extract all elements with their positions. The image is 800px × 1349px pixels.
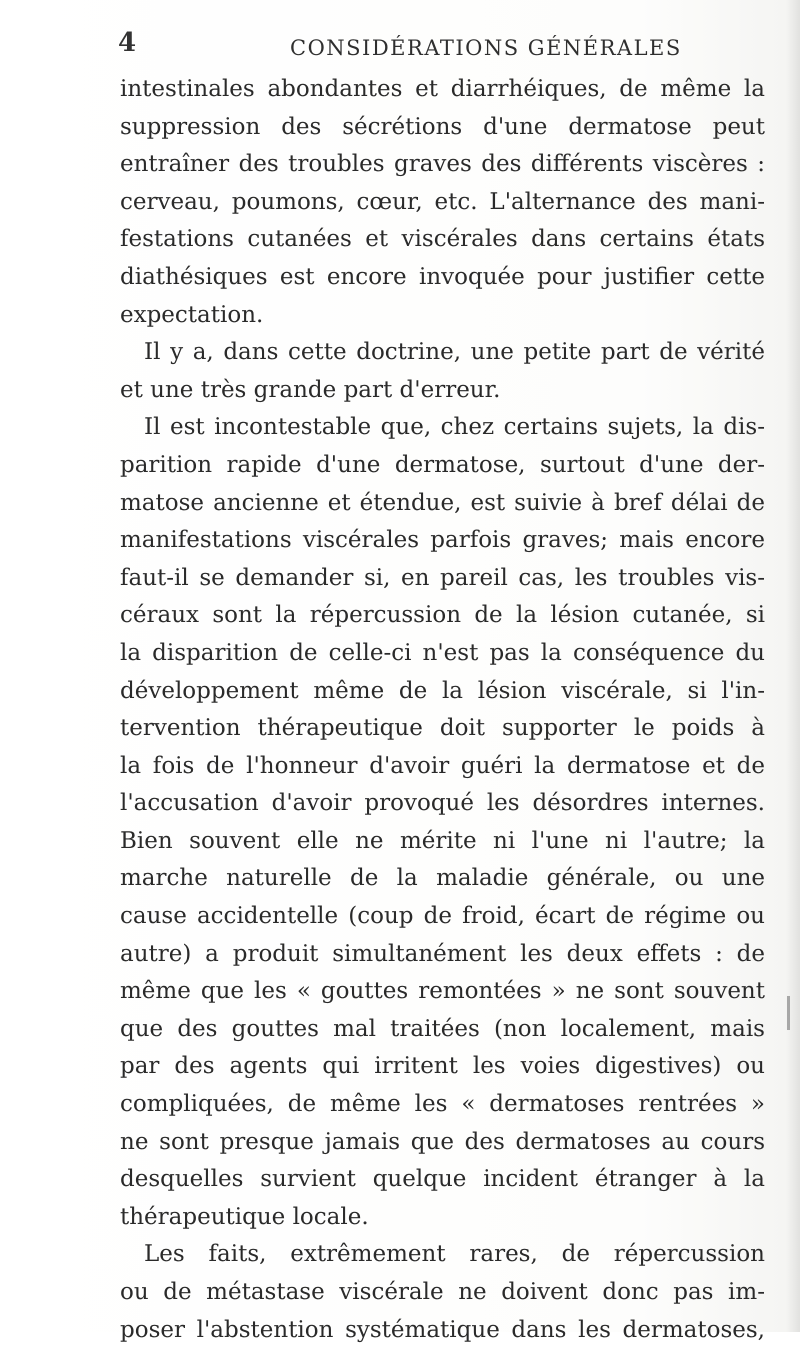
text-line: ne sont presque jamais que des dermatoses au cours — [120, 1128, 765, 1155]
page-header — [110, 28, 770, 68]
text-line: matose ancienne et étendue, est suivie à bref délai de — [120, 489, 765, 516]
text-line: suppression des sécrétions d'une dermatose peut — [120, 113, 765, 140]
text-line: Il est incontestable que, chez certains sujets, la dis- — [144, 414, 765, 441]
margin-mark — [787, 996, 790, 1030]
text-line: diathésiques est encore invoquée pour justifier cette — [120, 263, 765, 290]
text-line: thérapeutique locale. — [120, 1203, 369, 1230]
text-line: manifestations viscérales parfois graves; mais encore — [120, 527, 765, 554]
text-line: développement même de la lésion viscérale, si l'in- — [120, 677, 765, 704]
text-line: cerveau, poumons, cœur, etc. L'alternance des mani- — [120, 188, 765, 215]
text-line: l'accusation d'avoir provoqué les désordres internes. — [120, 790, 765, 817]
running-head: CONSIDÉRATIONS GÉNÉRALES — [290, 36, 682, 60]
text-line: compliquées, de même les « dermatoses rentrées » — [120, 1091, 765, 1118]
text-line: poser l'abstention systématique dans les dermatoses, — [120, 1316, 765, 1343]
text-line: même que les « gouttes remontées » ne sont souvent — [120, 978, 765, 1005]
text-line: festations cutanées et viscérales dans certains états — [120, 226, 765, 253]
text-line: autre) a produit simultanément les deux effets : de — [120, 940, 765, 967]
text-line: tervention thérapeutique doit supporter le poids à — [120, 715, 765, 742]
text-line: expectation. — [120, 301, 264, 328]
text-line: marche naturelle de la maladie générale, ou une — [120, 865, 765, 892]
text-line: intestinales abondantes et diarrhéiques, de même la — [120, 76, 765, 102]
text-line: céraux sont la répercussion de la lésion cutanée, si — [120, 602, 765, 629]
text-line: faut-il se demander si, en pareil cas, les troubles vis- — [120, 564, 765, 591]
body-text — [120, 71, 765, 1349]
page-edge-shadow — [786, 0, 800, 1332]
text-line: desquelles survient quelque incident étranger à la — [120, 1166, 765, 1193]
text-line: Bien souvent elle ne mérite ni l'une ni l'autre; la — [120, 827, 765, 854]
text-line: par des agents qui irritent les voies digestives) ou — [120, 1053, 765, 1080]
text-line: parition rapide d'une dermatose, surtout d'une der- — [120, 451, 765, 478]
text-line: cause accidentelle (coup de froid, écart de régime ou — [120, 903, 765, 930]
text-line: la disparition de celle-ci n'est pas la conséquence du — [120, 639, 765, 666]
text-line: Il y a, dans cette doctrine, une petite part de vérité — [144, 339, 765, 366]
text-line: ou de métastase viscérale ne doivent donc pas im- — [120, 1279, 765, 1305]
text-line: la fois de l'honneur d'avoir guéri la dermatose et de — [120, 752, 765, 779]
text-line: entraîner des troubles graves des différents viscères : — [120, 151, 765, 178]
text-line: et une très grande part d'erreur. — [120, 376, 501, 403]
text-line: que des gouttes mal traitées (non localement, mais — [120, 1015, 765, 1042]
text-line: Les faits, extrêmement rares, de répercussion — [144, 1241, 765, 1268]
page-number: 4 — [118, 28, 137, 58]
